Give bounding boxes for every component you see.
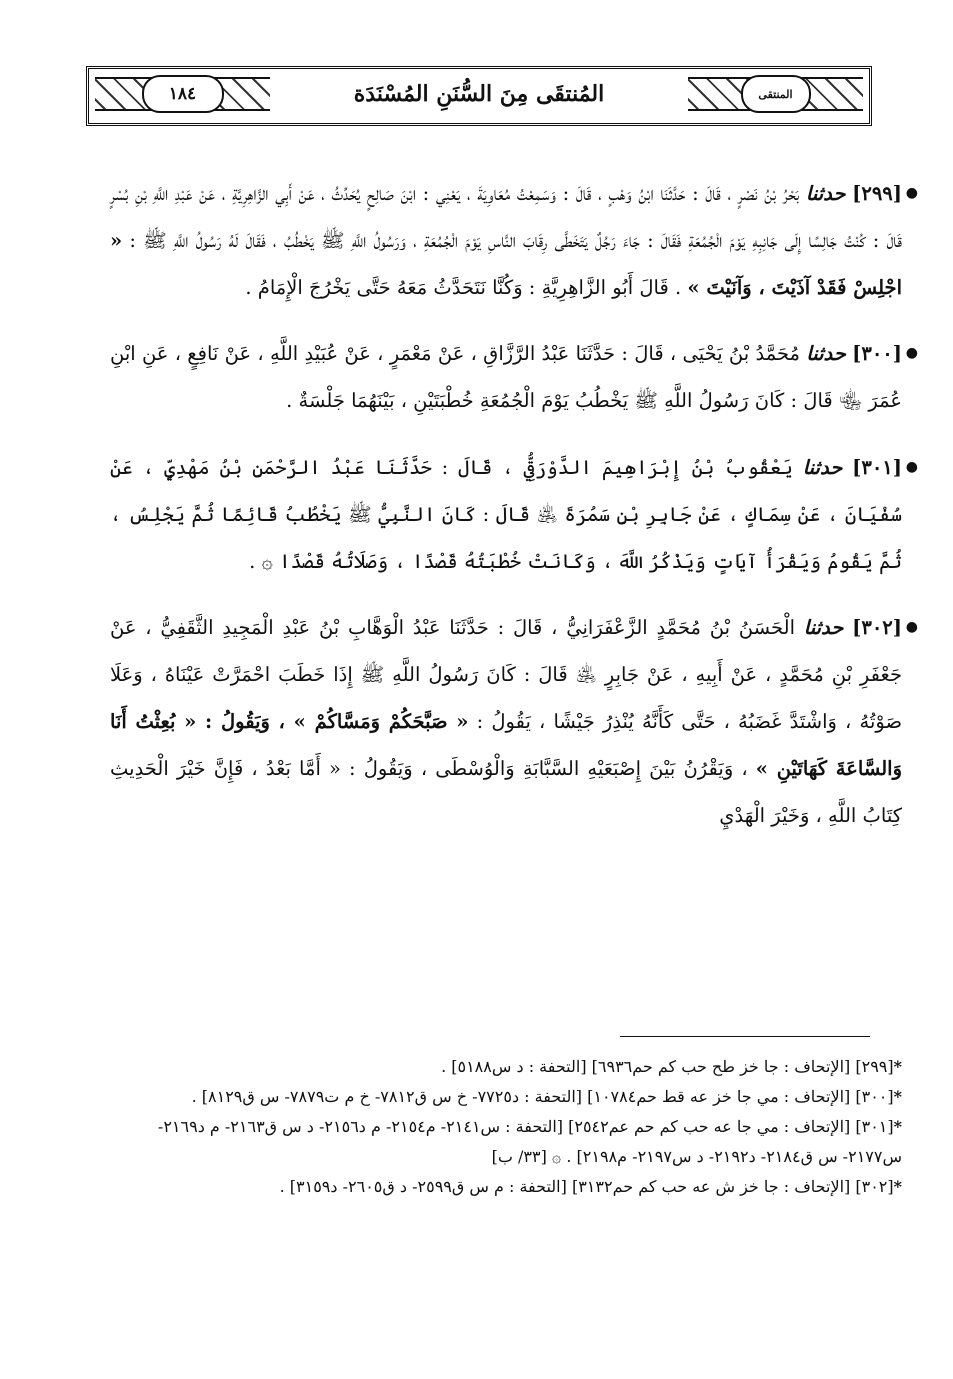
page-number-ornament [95, 75, 270, 113]
footnote-text: [٣٠١] [الإتحاف : مي جا عه حب كم حم عم٢٥٤٢] [التحفة : س٢١٤١- م٢١٥٤- م د٢١٥٦- د س ق٢١٦٣- م د٢١٦٩- س٢١٧٧- س ق٢١٨٤- د٢١٩٢- د س٢١٩٧- م٢١٩٨] . ۞ [٣٣/ ب] [157, 1117, 902, 1166]
footnote-mark: * [893, 1087, 902, 1106]
footnote-text: [٢٩٩] [الإتحاف : جا خز طح حب كم حم٦٩٣٦] [التحفة : د س٥١٨٨] . [441, 1057, 894, 1076]
hadith-text: بَحْرُ بْنُ نَصْرٍ ، قَالَ : حَدَّثَنَا ابْنُ وَهْبٍ ، قَالَ : وَسَمِعْتُ مُعَاوِيَةَ ، يَعْنِي : ابْنَ صَالِحٍ يُحَدِّثُ ، عَنْ أَبِي الزَّاهِرِيَّةِ ، عَنْ عَبْدِ اللَّهِ بْنِ بُسْرٍ قَالَ : كُنْتُ جَالِسًا إِلَى جَانِبِهِ يَوْمَ الْجُمُعَةِ فَقَالَ : جَاءَ رَجُلٌ يَتَخَطَّى رِقَابَ النَّاسِ يَوْمَ الْجُمُعَةِ ، وَرَسُولُ اللَّهِ ﷺ يَخْطُبُ ، فَقَالَ لَهُ رَسُولُ اللَّهِ ﷺ : [110, 181, 902, 252]
bullet-icon: ● [905, 458, 918, 475]
hadith-301 [110, 444, 918, 585]
prophetic-quote: « اجْلِسْ فَقَدْ آذَيْتَ ، وَآنَيْتَ » [110, 228, 902, 299]
hadith-number: [٣٠١] [852, 455, 903, 479]
running-title: المُنتقَى مِنَ السُّنَنِ المُسْنَدَة [353, 81, 605, 107]
bullet-icon: ● [905, 184, 918, 201]
footnote-text: [٣٠٢] [الإتحاف : جا خز ش عه حب كم حم٣١٣٢] [التحفة : م س ق٢٥٩٩- د ق٢٦٠٥- د٣١٥٩] . [279, 1177, 894, 1196]
hadith-opener: حدثنا [805, 181, 846, 205]
ornament-band [688, 77, 863, 111]
footnotes [96, 1052, 902, 1202]
footnote-mark: * [893, 1177, 902, 1196]
hadith-text: الْحَسَنُ بْنُ مُحَمَّدٍ الزَّعْفَرَانِيُّ ، قَالَ : حَدَّثَنَا عَبْدُ الْوَهَّابِ بْنُ عَبْدِ الْمَجِيدِ الثَّقَفِيُّ ، عَنْ جَعْفَرِ بْنِ مُحَمَّدٍ ، عَنْ أَبِيهِ ، عَنْ جَابِرٍ ﵁ قَالَ : كَانَ رَسُولُ اللَّهِ ﷺ إِذَا خَطَبَ احْمَرَّتْ عَيْنَاهُ ، وَعَلَا صَوْتُهُ ، وَاشْتَدَّ غَضَبُهُ ، حَتَّى كَأَنَّهُ يُنْذِرُ جَيْشًا ، يَقُولُ : [110, 616, 903, 733]
hadith-302 [110, 604, 918, 839]
footnote [96, 1082, 902, 1112]
logo-ornament [688, 75, 863, 113]
hadith-text: يَعْقُوبُ بْنُ إِبْرَاهِيمَ الدَّوْرَقِيُّ ، قَالَ : حَدَّثَنَا عَبْدُ الرَّحْمَنِ بْنُ مَهْدِيٍّ ، عَنْ سُفْيَانَ ، عَنْ سِمَاكٍ ، عَنْ جَابِرِ بْنِ سَمُرَةَ ﵁ قَالَ : كَانَ النَّبِيُّ ﷺ يَخْطُبُ قَائِمًا ثُمَّ يَجْلِسُ ، ثُمَّ يَقُومُ وَيَقْرَأُ آيَاتٍ وَيَذْكُرُ اللَّهَ ، وَكَانَتْ خُطْبَتُهُ قَصْدًا ، وَصَلَاتُهُ قَصْدًا ۞ . [110, 455, 902, 573]
hadith-number: [٣٠٢] [852, 616, 902, 639]
hadith-tail: ، وَيَقْرُنُ بَيْنَ إِصْبَعَيْهِ السَّبَّابَةِ وَالْوُسْطَى ، وَيَقُولُ : « أَمَّا بَعْدُ ، فَإِنَّ خَيْرَ الْحَدِيثِ كِتَابُ اللَّهِ ، وَخَيْرَ الْهَدْيِ [110, 757, 902, 827]
hadith-number: [٣٠٠] [852, 342, 903, 365]
hadith-tail: . قَالَ أَبُو الزَّاهِرِيَّةِ : وَكُنَّا نَتَحَدَّثُ مَعَهُ حَتَّى يَخْرُجَ الْإِمَامُ . [245, 275, 682, 299]
hadith-text: مُحَمَّدُ بْنُ يَحْيَى ، قَالَ : حَدَّثَنَا عَبْدُ الرَّزَّاقِ ، عَنْ مَعْمَرٍ ، عَنْ عُبَيْدِ اللَّهِ ، عَنْ نَافِعٍ ، عَنِ ابْنِ عُمَرَ ﵄ قَالَ : كَانَ رَسُولُ اللَّهِ ﷺ يَخْطُبُ يَوْمَ الْجُمُعَةِ خُطْبَتَيْنِ ، بَيْنَهُمَا جَلْسَةٌ . [110, 342, 902, 412]
footnote [96, 1172, 902, 1202]
footnote-mark: * [893, 1057, 902, 1076]
page-number: ١٨٤ [142, 75, 224, 113]
hadith-opener: حدثنا [806, 342, 846, 365]
footnote-mark: * [893, 1117, 902, 1136]
bullet-icon: ● [905, 345, 918, 361]
ornament-band [95, 77, 270, 111]
hadith-opener: حدثنا [803, 616, 844, 639]
main-text [110, 150, 918, 849]
footnote-divider [620, 1036, 870, 1037]
book-logo: المنتقى [741, 75, 811, 113]
footnote [96, 1052, 902, 1082]
footnote [96, 1112, 902, 1172]
prophetic-quote: « صَبَّحَكُمْ وَمَسَّاكُمْ » ، وَيَقُولُ : « بُعِثْتُ أَنَا وَالسَّاعَةَ كَهَاتَيْنِ » [110, 710, 902, 780]
footnote-text: [٣٠٠] [الإتحاف : مي جا خز عه قط حم١٠٧٨٤] [التحفة : د٧٧٢٥- خ س ق٧٨١٢- خ م ت٧٨٧٩- س ق٨١٢٩] . [191, 1087, 894, 1106]
hadith-299 [110, 170, 918, 311]
page-header [86, 66, 872, 126]
bullet-icon: ● [905, 619, 918, 635]
hadith-opener: حدثنا [802, 455, 843, 479]
hadith-number: [٢٩٩] [852, 181, 902, 205]
hadith-300 [110, 330, 918, 424]
